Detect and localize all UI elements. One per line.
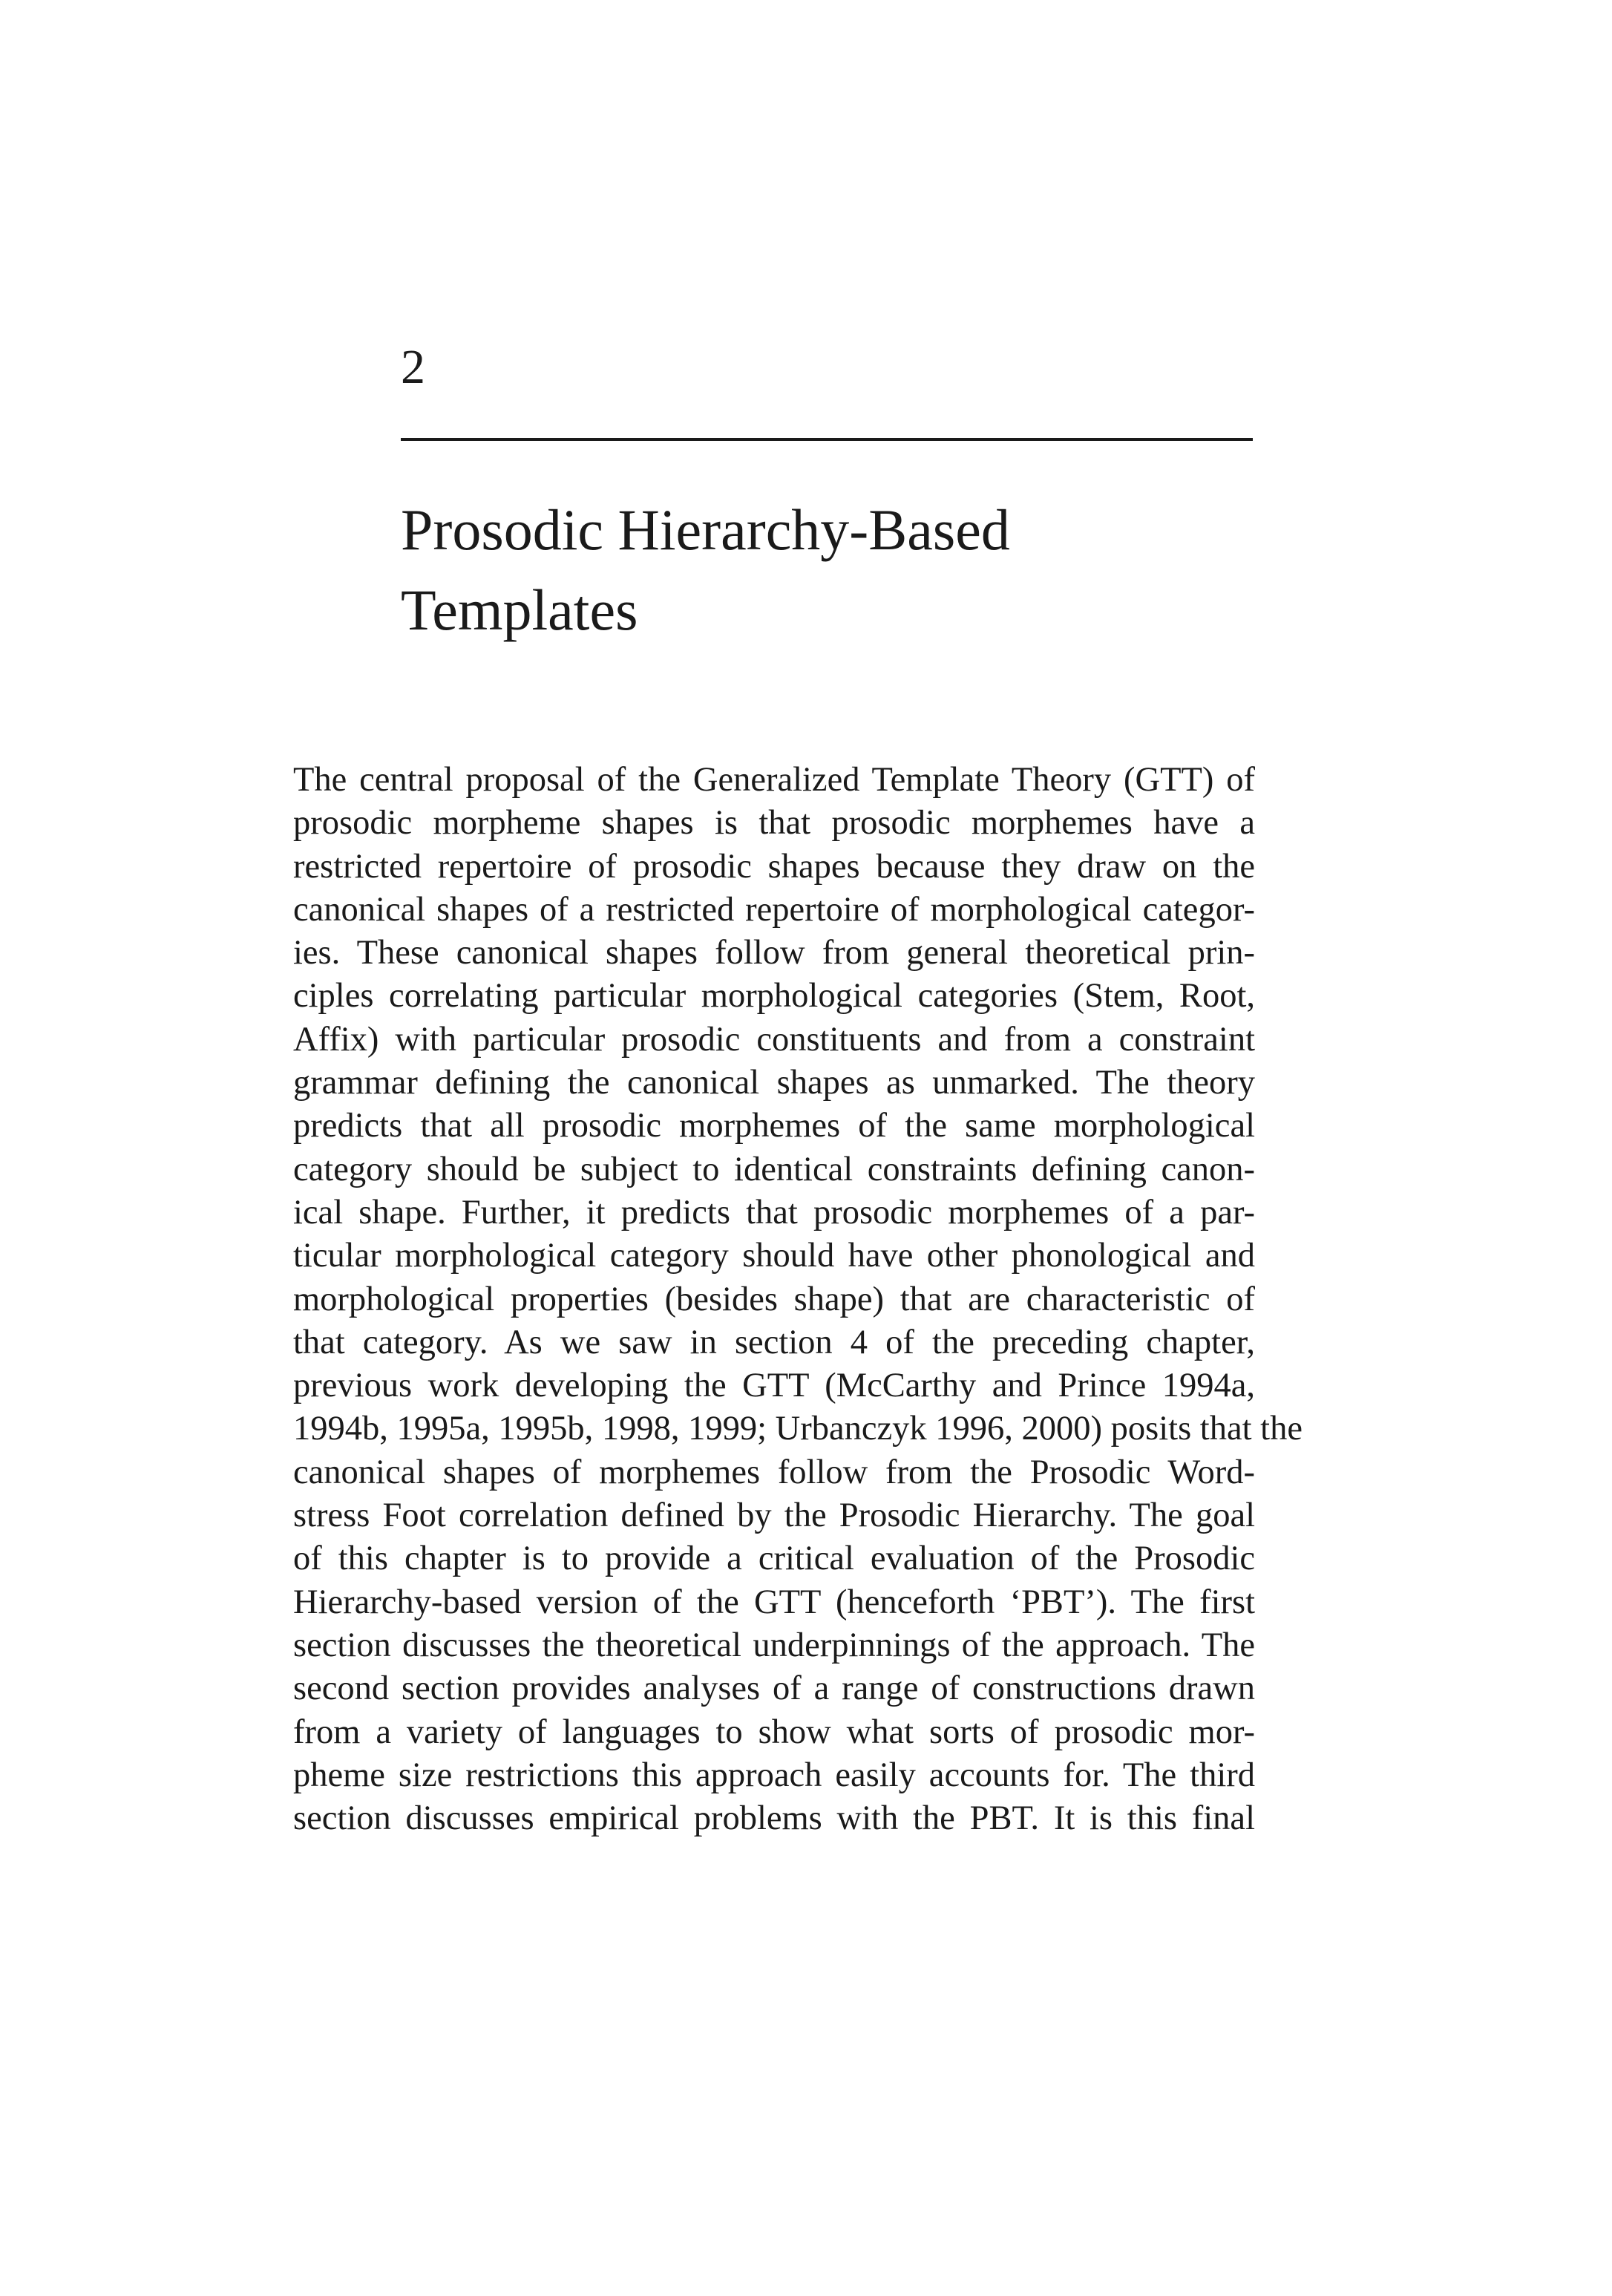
chapter-rule [401,438,1253,441]
text-line: stress Foot correlation defined by the Prosodic Hierarchy. The goal [293,1497,1255,1535]
text-line: ies. These canonical shapes follow from general theoretical prin- [293,934,1255,972]
text-line: from a variety of languages to show what sorts of prosodic mor- [293,1713,1255,1751]
text-line: that category. As we saw in section 4 of the preceding chapter, [293,1323,1255,1361]
text-line: The central proposal of the Generalized Template Theory (GTT) of [293,761,1255,799]
text-line: Hierarchy-based version of the GTT (henceforth ‘PBT’). The first [293,1583,1255,1621]
text-line: second section provides analyses of a range of constructions drawn [293,1669,1255,1708]
text-line: section discusses the theoretical underpinnings of the approach. The [293,1626,1255,1664]
text-line: restricted repertoire of prosodic shapes because they draw on the [293,847,1255,886]
chapter-number: 2 [401,340,425,394]
text-line: 1994b, 1995a, 1995b, 1998, 1999; Urbanczyk 1996, 2000) posits that the [293,1410,1303,1448]
text-line: predicts that all prosodic morphemes of the same morphological [293,1107,1255,1145]
text-line: canonical shapes of a restricted repertoire of morphological categor- [293,890,1255,929]
text-line: grammar defining the canonical shapes as unmarked. The theory [293,1064,1255,1102]
chapter-title-line: Templates [401,578,638,642]
text-line: ical shape. Further, it predicts that prosodic morphemes of a par- [293,1193,1255,1232]
text-line: section discusses empirical problems with the PBT. It is this final [293,1799,1255,1838]
body-paragraph [293,759,1303,1840]
text-line: canonical shapes of morphemes follow from the Prosodic Word- [293,1453,1255,1491]
text-line: category should be subject to identical constraints defining canon- [293,1150,1255,1188]
text-line: morphological properties (besides shape) that are characteristic of [293,1280,1255,1318]
text-line: Affix) with particular prosodic constituents and from a constraint [293,1020,1255,1059]
text-line: ciples correlating particular morphological categories (Stem, Root, [293,977,1255,1015]
text-line: pheme size restrictions this approach easily accounts for. The third [293,1756,1255,1794]
chapter-title [401,490,1254,650]
text-line: ticular morphological category should have other phonological and [293,1237,1255,1275]
chapter-title-line: Prosodic Hierarchy-Based [401,497,1010,562]
text-line: of this chapter is to provide a critical evaluation of the Prosodic [293,1540,1255,1578]
text-line: previous work developing the GTT (McCarthy and Prince 1994a, [293,1367,1255,1405]
text-line: prosodic morpheme shapes is that prosodic morphemes have a [293,804,1255,843]
